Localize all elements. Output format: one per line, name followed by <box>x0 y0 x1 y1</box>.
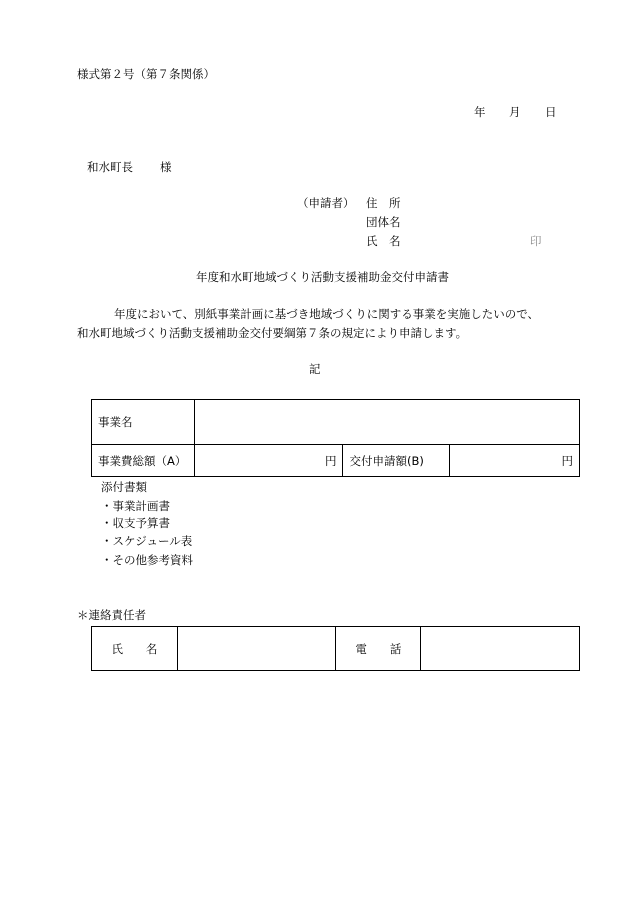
total-cost-field[interactable] <box>194 445 343 477</box>
applicant-group-label: 団体名 <box>366 215 401 229</box>
ki-heading: 記 <box>309 362 321 376</box>
attachment-item: ・スケジュール表 <box>101 534 193 548</box>
seal-mark: 印 <box>530 234 542 248</box>
attachment-item: ・その他参考資料 <box>101 553 193 567</box>
contact-heading: ＊連絡責任者 <box>77 608 146 622</box>
contact-name-field[interactable] <box>177 627 336 671</box>
project-name-field[interactable] <box>194 400 579 445</box>
body-line-1: 年度において、別紙事業計画に基づき地域づくりに関する事業を実施したいので、 <box>114 307 540 321</box>
applicant-address-label: 住 所 <box>366 196 401 210</box>
contact-phone-field[interactable] <box>421 627 580 671</box>
attachment-item: ・収支予算書 <box>101 516 170 530</box>
document-title: 年度和水町地域づくり活動支援補助金交付申請書 <box>196 270 449 284</box>
applicant-label: （申請者） <box>297 196 355 210</box>
total-cost-unit: 円 <box>324 453 337 468</box>
contact-name-label: 氏 名 <box>92 627 178 671</box>
date-month-label: 月 <box>509 105 521 119</box>
grant-amount-label: 交付申請額(B) <box>343 445 450 477</box>
project-table <box>91 399 580 477</box>
date-day-label: 日 <box>545 105 557 119</box>
attachments-heading: 添付書類 <box>101 480 147 494</box>
attachment-item: ・事業計画書 <box>101 499 170 513</box>
date-year-label: 年 <box>474 105 486 119</box>
grant-amount-unit: 円 <box>561 453 573 468</box>
grant-amount-field[interactable] <box>450 445 580 477</box>
contact-phone-label: 電 話 <box>336 627 421 671</box>
total-cost-label: 事業費総額（A） <box>92 445 195 477</box>
form-reference: 様式第２号（第７条関係） <box>77 67 215 81</box>
body-line-2: 和水町地域づくり活動支援補助金交付要綱第７条の規定により申請します。 <box>77 326 468 340</box>
applicant-name-label: 氏 名 <box>366 234 401 248</box>
addressee-honorific: 様 <box>160 160 172 174</box>
project-name-label: 事業名 <box>92 400 195 445</box>
contact-table <box>91 626 580 671</box>
addressee-name: 和水町長 <box>87 160 133 174</box>
